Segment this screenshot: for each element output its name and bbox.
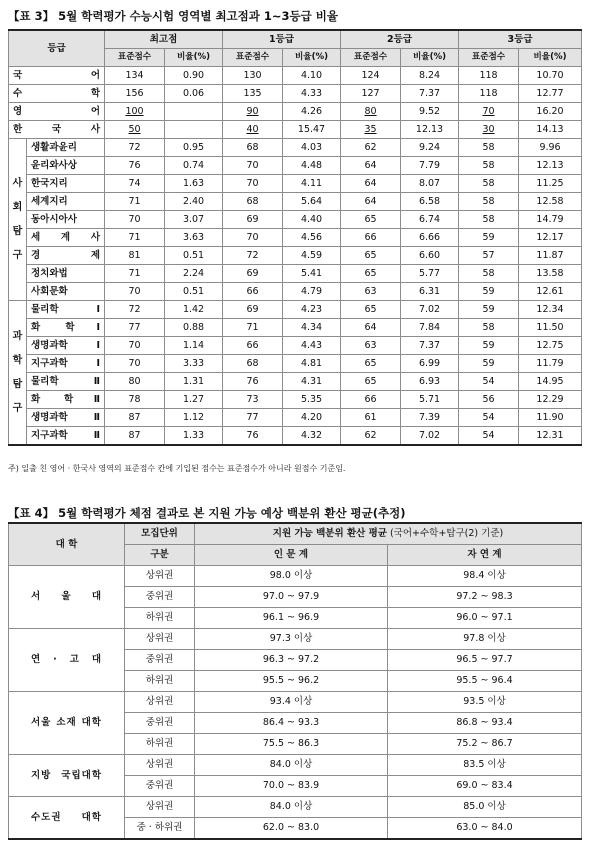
table-cell: 2.24 <box>165 265 223 283</box>
subject-label: 한 국 사 <box>9 121 105 139</box>
subject-label: 세계지리 <box>27 193 105 211</box>
table-cell: 58 <box>459 193 519 211</box>
table-cell: 68 <box>223 193 283 211</box>
table-cell: 4.34 <box>283 319 341 337</box>
table-row <box>9 175 582 193</box>
table-cell: 9.96 <box>519 139 582 157</box>
level-label: 중위권 <box>125 650 195 671</box>
level-label: 상위권 <box>125 566 195 587</box>
table-cell: 7.37 <box>401 337 459 355</box>
table-cell: 58 <box>459 211 519 229</box>
table3-header <box>9 30 582 67</box>
science-value: 86.8 ~ 93.4 <box>388 713 582 734</box>
table-cell: 68 <box>223 139 283 157</box>
table-cell: 77 <box>105 319 165 337</box>
table-cell: 6.60 <box>401 247 459 265</box>
table-cell: 5.71 <box>401 391 459 409</box>
table-row <box>9 755 582 776</box>
level-label: 상위권 <box>125 629 195 650</box>
university-label: 수도권 대학 <box>9 797 125 840</box>
table-cell: 11.50 <box>519 319 582 337</box>
table-row <box>9 139 582 157</box>
division-header: 구분 <box>125 545 195 566</box>
table-cell: 4.03 <box>283 139 341 157</box>
std-score-header: 표준점수 <box>459 49 519 67</box>
table-cell: 4.31 <box>283 373 341 391</box>
table-cell: 0.95 <box>165 139 223 157</box>
table-row <box>9 337 582 355</box>
table-cell: 118 <box>459 67 519 85</box>
std-score-header: 표준점수 <box>341 49 401 67</box>
table-cell: 70 <box>105 283 165 301</box>
table-cell: 64 <box>341 193 401 211</box>
table-row <box>9 211 582 229</box>
table-cell: 1.31 <box>165 373 223 391</box>
table-cell: 77 <box>223 409 283 427</box>
science-value: 93.5 이상 <box>388 692 582 713</box>
table-row <box>9 103 582 121</box>
table-row <box>9 373 582 391</box>
table-cell: 65 <box>341 211 401 229</box>
subject-label: 윤리와사상 <box>27 157 105 175</box>
table-row <box>9 692 582 713</box>
table-row <box>9 265 582 283</box>
table-cell: 156 <box>105 85 165 103</box>
table-cell: 70 <box>223 229 283 247</box>
table-cell: 1.42 <box>165 301 223 319</box>
table-cell: 1.27 <box>165 391 223 409</box>
subject-label: 사회문화 <box>27 283 105 301</box>
subject-label: 물리학Ⅱ <box>27 373 105 391</box>
subject-label: 생활과윤리 <box>27 139 105 157</box>
table-cell: 6.93 <box>401 373 459 391</box>
table-cell: 9.24 <box>401 139 459 157</box>
table-row <box>9 247 582 265</box>
subject-label: 화 학Ⅱ <box>27 391 105 409</box>
group-header-top: 최고점 <box>105 30 223 49</box>
subject-label: 화 학Ⅰ <box>27 319 105 337</box>
table-cell: 50 <box>105 121 165 139</box>
table-cell: 81 <box>105 247 165 265</box>
university-header: 대 학 <box>9 523 125 566</box>
table-cell: 4.33 <box>283 85 341 103</box>
table-cell: 59 <box>459 229 519 247</box>
table-row <box>9 229 582 247</box>
table-cell: 66 <box>341 229 401 247</box>
average-header-basis: (국어+수학+탐구(2) 기준) <box>386 528 504 539</box>
table-cell: 127 <box>341 85 401 103</box>
table-cell: 58 <box>459 265 519 283</box>
table-cell: 54 <box>459 409 519 427</box>
table-cell: 12.58 <box>519 193 582 211</box>
table-row <box>9 355 582 373</box>
table-cell: 11.25 <box>519 175 582 193</box>
table-cell: 54 <box>459 427 519 446</box>
table-cell: 70 <box>223 157 283 175</box>
table-cell: 59 <box>459 301 519 319</box>
table-cell: 56 <box>459 391 519 409</box>
table-cell: 3.63 <box>165 229 223 247</box>
humanities-value: 97.0 ~ 97.9 <box>195 587 388 608</box>
table-cell: 72 <box>223 247 283 265</box>
table-cell: 11.90 <box>519 409 582 427</box>
table-cell: 13.58 <box>519 265 582 283</box>
science-value: 75.2 ~ 86.7 <box>388 734 582 755</box>
table-cell: 58 <box>459 139 519 157</box>
table-cell: 12.61 <box>519 283 582 301</box>
table-cell: 5.64 <box>283 193 341 211</box>
level-label: 상위권 <box>125 797 195 818</box>
average-header <box>195 523 582 545</box>
humanities-value: 95.5 ~ 96.2 <box>195 671 388 692</box>
subject-label: 생명과학Ⅱ <box>27 409 105 427</box>
humanities-value: 84.0 이상 <box>195 755 388 776</box>
ratio-header: 비율(%) <box>283 49 341 67</box>
table-cell: 64 <box>341 175 401 193</box>
science-value: 63.0 ~ 84.0 <box>388 818 582 840</box>
table-cell: 6.99 <box>401 355 459 373</box>
table-cell: 58 <box>459 175 519 193</box>
table-row <box>9 67 582 85</box>
table-cell: 12.31 <box>519 427 582 446</box>
table-cell: 5.77 <box>401 265 459 283</box>
table-cell: 65 <box>341 373 401 391</box>
table-cell: 66 <box>223 283 283 301</box>
table-cell: 65 <box>341 247 401 265</box>
table-cell: 14.79 <box>519 211 582 229</box>
humanities-value: 98.0 이상 <box>195 566 388 587</box>
table-cell: 130 <box>223 67 283 85</box>
table-cell: 6.31 <box>401 283 459 301</box>
science-value: 95.5 ~ 96.4 <box>388 671 582 692</box>
table-cell: 72 <box>105 301 165 319</box>
table4-body <box>9 566 582 840</box>
table-row <box>9 157 582 175</box>
table-cell: 15.47 <box>283 121 341 139</box>
table-cell: 8.24 <box>401 67 459 85</box>
subject-label: 지구과학Ⅱ <box>27 427 105 446</box>
table-cell: 64 <box>341 319 401 337</box>
table-cell: 0.90 <box>165 67 223 85</box>
table4-title: 【표 4】 5월 학력평가 체점 결과로 본 지원 가능 예상 백분위 환산 평균(추정) <box>8 506 406 520</box>
table-cell: 4.20 <box>283 409 341 427</box>
table-cell: 6.66 <box>401 229 459 247</box>
group-header-grade2: 2등급 <box>341 30 459 49</box>
table-cell: 70 <box>105 211 165 229</box>
table-row <box>9 409 582 427</box>
table-cell: 7.02 <box>401 427 459 446</box>
table-cell: 4.11 <box>283 175 341 193</box>
table-cell: 4.23 <box>283 301 341 319</box>
table-cell: 66 <box>341 391 401 409</box>
level-label: 중위권 <box>125 713 195 734</box>
table-cell: 87 <box>105 427 165 446</box>
table-cell: 70 <box>459 103 519 121</box>
subject-label: 동아시아사 <box>27 211 105 229</box>
table-cell: 69 <box>223 301 283 319</box>
subject-label: 지구과학Ⅰ <box>27 355 105 373</box>
table4-header <box>9 523 582 566</box>
table-cell: 4.79 <box>283 283 341 301</box>
table-cell: 90 <box>223 103 283 121</box>
table-row <box>9 301 582 319</box>
table-cell: 0.06 <box>165 85 223 103</box>
table-cell: 14.13 <box>519 121 582 139</box>
table-cell: 4.48 <box>283 157 341 175</box>
table-cell: 3.07 <box>165 211 223 229</box>
table-cell: 1.14 <box>165 337 223 355</box>
table-cell: 65 <box>341 355 401 373</box>
table-cell: 68 <box>223 355 283 373</box>
table-cell: 0.74 <box>165 157 223 175</box>
table-row <box>9 427 582 446</box>
table-cell: 5.41 <box>283 265 341 283</box>
social-category-label: 사 회 탐 구 <box>9 139 27 301</box>
table-cell: 12.29 <box>519 391 582 409</box>
table-cell: 14.95 <box>519 373 582 391</box>
table-cell: 12.77 <box>519 85 582 103</box>
table-cell: 87 <box>105 409 165 427</box>
grade-ratio-table <box>8 29 582 446</box>
table-row <box>9 283 582 301</box>
table-cell: 11.79 <box>519 355 582 373</box>
humanities-value: 70.0 ~ 83.9 <box>195 776 388 797</box>
table-cell: 72 <box>105 139 165 157</box>
ratio-header: 비율(%) <box>401 49 459 67</box>
table-row <box>9 319 582 337</box>
table-cell: 124 <box>341 67 401 85</box>
table-cell: 134 <box>105 67 165 85</box>
table-cell: 70 <box>105 337 165 355</box>
table-cell: 71 <box>105 265 165 283</box>
table-row <box>9 391 582 409</box>
table-row <box>9 797 582 818</box>
table-cell: 70 <box>223 175 283 193</box>
humanities-value: 97.3 이상 <box>195 629 388 650</box>
table-cell: 70 <box>105 355 165 373</box>
table-cell: 11.87 <box>519 247 582 265</box>
table-cell: 63 <box>341 337 401 355</box>
table-cell: 54 <box>459 373 519 391</box>
humanities-value: 96.3 ~ 97.2 <box>195 650 388 671</box>
level-label: 상위권 <box>125 692 195 713</box>
subject-label: 한국지리 <box>27 175 105 193</box>
table-cell: 65 <box>341 265 401 283</box>
table-cell: 62 <box>341 139 401 157</box>
grade-header: 등급 <box>9 30 105 67</box>
table-cell: 0.51 <box>165 247 223 265</box>
science-value: 98.4 이상 <box>388 566 582 587</box>
table-cell: 69 <box>223 211 283 229</box>
level-label: 하위권 <box>125 608 195 629</box>
table-cell: 8.07 <box>401 175 459 193</box>
ratio-header: 비율(%) <box>519 49 582 67</box>
subject-label: 생명과학Ⅰ <box>27 337 105 355</box>
table-row <box>9 85 582 103</box>
std-score-header: 표준점수 <box>105 49 165 67</box>
science-value: 85.0 이상 <box>388 797 582 818</box>
level-label: 상위권 <box>125 755 195 776</box>
table-cell: 63 <box>341 283 401 301</box>
table-row <box>9 193 582 211</box>
table-cell: 69 <box>223 265 283 283</box>
table-cell: 58 <box>459 157 519 175</box>
subject-label: 정치와법 <box>27 265 105 283</box>
table-cell: 7.39 <box>401 409 459 427</box>
table-cell: 7.02 <box>401 301 459 319</box>
table-cell: 30 <box>459 121 519 139</box>
university-label: 서 울 대 <box>9 566 125 629</box>
science-value: 96.5 ~ 97.7 <box>388 650 582 671</box>
table-cell: 12.75 <box>519 337 582 355</box>
unit-header: 모집단위 <box>125 523 195 545</box>
table-cell: 5.35 <box>283 391 341 409</box>
humanities-value: 96.1 ~ 96.9 <box>195 608 388 629</box>
table-cell: 2.40 <box>165 193 223 211</box>
table-cell: 59 <box>459 355 519 373</box>
group-header-grade1: 1등급 <box>223 30 341 49</box>
subject-label: 수 학 <box>9 85 105 103</box>
table-cell: 76 <box>223 373 283 391</box>
table-cell: 1.12 <box>165 409 223 427</box>
table-cell: 57 <box>459 247 519 265</box>
table3-title: 【표 3】 5월 학력평가 수능시험 영역별 최고점과 1~3등급 비율 <box>8 9 338 23</box>
table-cell: 6.58 <box>401 193 459 211</box>
table-cell: 10.70 <box>519 67 582 85</box>
average-header-main: 지원 가능 백분위 환산 평균 <box>272 528 387 539</box>
humanities-value: 62.0 ~ 83.0 <box>195 818 388 840</box>
table3-body <box>9 67 582 446</box>
table-cell: 4.81 <box>283 355 341 373</box>
table-cell: 4.32 <box>283 427 341 446</box>
table-cell: 4.26 <box>283 103 341 121</box>
table-cell: 35 <box>341 121 401 139</box>
table-cell: 4.40 <box>283 211 341 229</box>
university-label: 연 · 고 대 <box>9 629 125 692</box>
table-row <box>9 121 582 139</box>
subject-label: 국 어 <box>9 67 105 85</box>
table-cell: 74 <box>105 175 165 193</box>
table-cell: 135 <box>223 85 283 103</box>
table-cell: 71 <box>105 229 165 247</box>
table-cell: 4.56 <box>283 229 341 247</box>
science-value: 83.5 이상 <box>388 755 582 776</box>
table-cell: 80 <box>341 103 401 121</box>
table-cell: 71 <box>105 193 165 211</box>
percentile-table <box>8 522 582 840</box>
table-cell: 7.37 <box>401 85 459 103</box>
table-cell: 118 <box>459 85 519 103</box>
std-score-header: 표준점수 <box>223 49 283 67</box>
ratio-header: 비율(%) <box>165 49 223 67</box>
subject-label: 경 제 <box>27 247 105 265</box>
subject-label: 물리학Ⅰ <box>27 301 105 319</box>
subject-label: 세 계 사 <box>27 229 105 247</box>
table-cell: 62 <box>341 427 401 446</box>
level-label: 하위권 <box>125 734 195 755</box>
table-cell: 66 <box>223 337 283 355</box>
humanities-value: 93.4 이상 <box>195 692 388 713</box>
table-cell: 1.33 <box>165 427 223 446</box>
level-label: 중 · 하위권 <box>125 818 195 840</box>
science-category-label: 과 학 탐 구 <box>9 301 27 446</box>
table-cell: 12.13 <box>519 157 582 175</box>
table-cell: 64 <box>341 157 401 175</box>
table-cell: 4.43 <box>283 337 341 355</box>
science-value: 97.8 이상 <box>388 629 582 650</box>
table-cell: 4.59 <box>283 247 341 265</box>
table-cell: 7.79 <box>401 157 459 175</box>
table-cell: 65 <box>341 301 401 319</box>
table-row <box>9 629 582 650</box>
level-label: 중위권 <box>125 776 195 797</box>
humanities-header: 인 문 계 <box>195 545 388 566</box>
science-value: 96.0 ~ 97.1 <box>388 608 582 629</box>
table-cell: 3.33 <box>165 355 223 373</box>
table-cell: 12.13 <box>401 121 459 139</box>
table-cell: 100 <box>105 103 165 121</box>
level-label: 중위권 <box>125 587 195 608</box>
table-cell: 1.63 <box>165 175 223 193</box>
table-cell: 80 <box>105 373 165 391</box>
table-row <box>9 566 582 587</box>
table-cell: 0.51 <box>165 283 223 301</box>
group-header-grade3: 3등급 <box>459 30 582 49</box>
university-label: 서울 소재 대학 <box>9 692 125 755</box>
table-cell <box>165 103 223 121</box>
university-label: 지방 국립대학 <box>9 755 125 797</box>
table-cell: 71 <box>223 319 283 337</box>
table-cell: 76 <box>223 427 283 446</box>
table-cell: 0.88 <box>165 319 223 337</box>
table-cell: 12.17 <box>519 229 582 247</box>
table-cell: 76 <box>105 157 165 175</box>
table-cell: 73 <box>223 391 283 409</box>
table-cell: 40 <box>223 121 283 139</box>
level-label: 하위권 <box>125 671 195 692</box>
humanities-value: 84.0 이상 <box>195 797 388 818</box>
table-cell: 12.34 <box>519 301 582 319</box>
subject-label: 영 어 <box>9 103 105 121</box>
table-cell: 78 <box>105 391 165 409</box>
table-cell: 7.84 <box>401 319 459 337</box>
table-cell <box>165 121 223 139</box>
science-value: 97.2 ~ 98.3 <box>388 587 582 608</box>
humanities-value: 86.4 ~ 93.3 <box>195 713 388 734</box>
table3-footnote: 주) 일출 친 영어 · 한국사 영역의 표준점수 칸에 기입된 점수는 표준점수가 아니라 원점수 기준임. <box>8 464 346 473</box>
science-value: 69.0 ~ 83.4 <box>388 776 582 797</box>
table-cell: 4.10 <box>283 67 341 85</box>
table-cell: 59 <box>459 283 519 301</box>
table-cell: 9.52 <box>401 103 459 121</box>
table-cell: 6.74 <box>401 211 459 229</box>
table-cell: 59 <box>459 337 519 355</box>
table-cell: 58 <box>459 319 519 337</box>
humanities-value: 75.5 ~ 86.3 <box>195 734 388 755</box>
science-header: 자 연 계 <box>388 545 582 566</box>
table-cell: 61 <box>341 409 401 427</box>
table-cell: 16.20 <box>519 103 582 121</box>
